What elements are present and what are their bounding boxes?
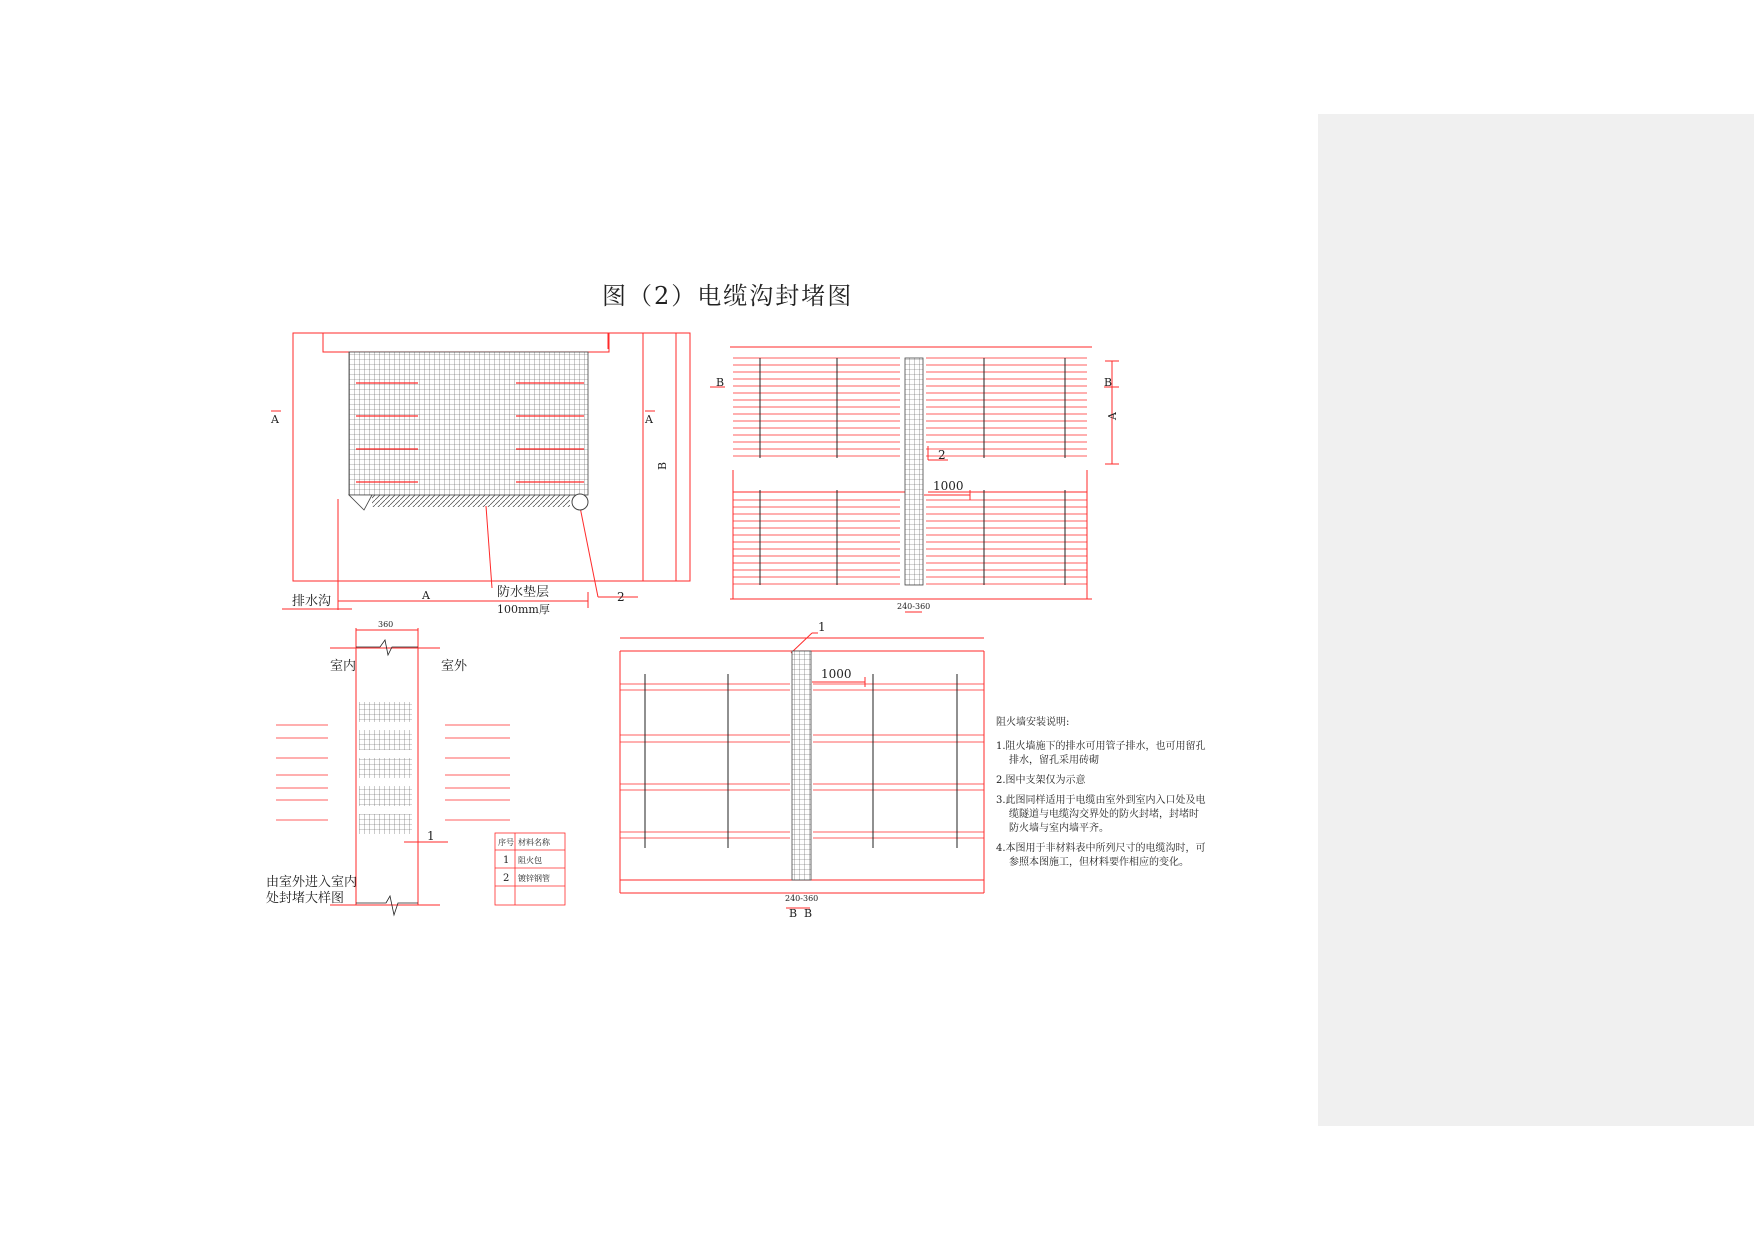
table-row1-name: 阻火包 bbox=[518, 856, 542, 865]
dim-label-a: A bbox=[422, 589, 430, 602]
detail-mark-1: 1 bbox=[427, 829, 435, 843]
table-row2-name: 镀锌钢管 bbox=[518, 874, 550, 883]
table-header-no: 序号 bbox=[498, 838, 514, 847]
notes-heading: 阻火墙安装说明: bbox=[996, 717, 1070, 728]
plan-dim-wall: 240-360 bbox=[897, 602, 931, 611]
section-b-label-2: B bbox=[804, 907, 813, 920]
plan-dim-1000: 1000 bbox=[933, 479, 964, 493]
section-b-fire-wall bbox=[792, 651, 811, 880]
table-row1-no: 1 bbox=[503, 855, 510, 866]
drawing-title: 图（2）电缆沟封堵图 bbox=[602, 282, 854, 310]
section-b-mark-1: 1 bbox=[818, 620, 826, 634]
dim-label-b: B bbox=[656, 461, 669, 470]
detail-caption-1: 由室外进入室内 bbox=[266, 875, 358, 890]
section-b-label-1: B bbox=[789, 907, 798, 920]
note-item: 1.阻火墙施下的排水可用管子排水，也可用留孔排水，留孔采用砖砌 bbox=[996, 741, 1206, 766]
detail-grid-blocks bbox=[359, 702, 412, 834]
section-label-a-right: A bbox=[645, 413, 653, 426]
note-item: 2.图中支架仅为示意 bbox=[996, 775, 1086, 786]
plan-mark-2: 2 bbox=[938, 448, 946, 462]
table-header-name: 材料名称 bbox=[518, 838, 550, 847]
installation-notes bbox=[996, 716, 1208, 876]
drain-ditch-label: 排水沟 bbox=[292, 594, 332, 609]
section-label-a-left: A bbox=[271, 413, 279, 426]
section-label-b-right: B bbox=[1104, 376, 1113, 389]
section-label-b-left: B bbox=[716, 376, 725, 389]
plan-dim-a: A bbox=[1106, 412, 1119, 420]
plan-fire-wall bbox=[905, 358, 923, 585]
note-item: 4.本图用于非材料表中所列尺寸的电缆沟时，可参照本图施工，但材料要作相应的变化。 bbox=[996, 843, 1206, 868]
fireproof-block bbox=[349, 352, 588, 495]
indoor-label: 室内 bbox=[330, 659, 357, 674]
waterproof-layer bbox=[372, 495, 570, 507]
outdoor-label: 室外 bbox=[441, 659, 468, 674]
detail-dim-360: 360 bbox=[378, 620, 394, 629]
drain-pipe bbox=[572, 494, 588, 510]
section-b-dim-1000: 1000 bbox=[821, 667, 852, 681]
note-item: 3.此图同样适用于电缆由室外到室内入口处及电缆隧道与电缆沟交界处的防火封堵，封堵时防火墙与室内墙平齐。 bbox=[996, 795, 1206, 834]
section-b-dim-wall: 240-360 bbox=[785, 894, 819, 903]
table-row2-no: 2 bbox=[503, 873, 510, 884]
thickness-label: 100mm厚 bbox=[497, 603, 550, 616]
mark-2-label: 2 bbox=[617, 590, 625, 604]
detail-caption-2: 处封堵大样图 bbox=[266, 891, 345, 906]
waterproof-label: 防水垫层 bbox=[497, 585, 550, 600]
